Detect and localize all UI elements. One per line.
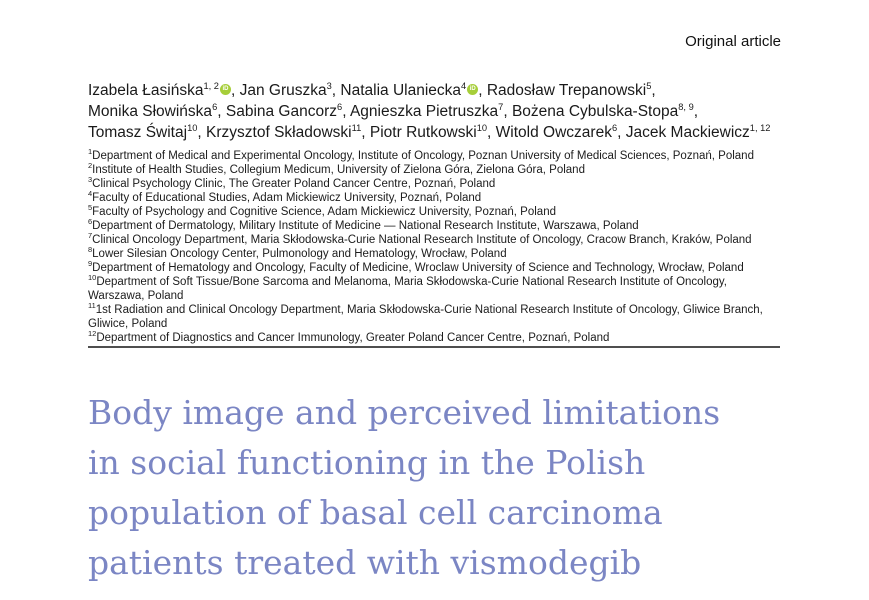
affiliation-line: $^{11}$1st Radiation and Clinical Oncology Department, Maria Skłodowska-Curie National Research Institute of Oncology, Gliwice Branch, Gliwice, Poland bbox=[88, 301, 763, 330]
article-type-label: Original article bbox=[685, 33, 781, 50]
affiliation-line: $^4$Faculty of Educational Studies, Adam Mickiewicz University, Poznań, Poland bbox=[88, 189, 482, 204]
article-title bbox=[88, 388, 828, 588]
author-name: Jan Gruszka bbox=[239, 82, 327, 99]
article-title-line: Body image and perceived limitations bbox=[88, 393, 721, 432]
author-affiliation-superscript: 3 bbox=[326, 80, 332, 91]
author-name: Jacek Mackiewicz bbox=[625, 124, 750, 141]
orcid-icon[interactable]: iD bbox=[467, 84, 478, 95]
affiliation-line: $^3$Clinical Psychology Clinic, The Greater Poland Cancer Centre, Poznań, Poland bbox=[88, 175, 496, 190]
affiliation-number: 10 bbox=[88, 273, 97, 283]
affiliation-line: $^2$Institute of Health Studies, Collegium Medicum, University of Zielona Góra, Zielona Góra, Poland bbox=[88, 161, 585, 176]
affiliation-number: 8 bbox=[88, 245, 93, 255]
affiliation-line: $^9$Department of Hematology and Oncology, Faculty of Medicine, Wroclaw University of Science and Technology, Wrocław, Poland bbox=[88, 259, 744, 274]
affiliation-number: 6 bbox=[88, 217, 93, 227]
affiliation-line: $^8$Lower Silesian Oncology Center, Pulmonology and Hematology, Wrocław, Poland bbox=[88, 245, 507, 260]
author-name: Bożena Cybulska-Stopa bbox=[511, 103, 679, 120]
author-name: Natalia Ulaniecka bbox=[340, 82, 462, 99]
affiliation-number: 3 bbox=[88, 175, 93, 185]
author-affiliation-superscript: 6 bbox=[337, 101, 343, 112]
author-affiliation-superscript: 10 bbox=[187, 122, 198, 133]
affiliation-line: $^1$Department of Medical and Experimental Oncology, Institute of Oncology, Poznan University of Medical Sciences, Poznań, Poland bbox=[88, 147, 754, 162]
affiliation-number: 11 bbox=[88, 301, 96, 311]
affiliation-number: 9 bbox=[88, 259, 93, 269]
author-affiliation-superscript: 1, 12 bbox=[749, 122, 771, 133]
affiliation-line: $^5$Faculty of Psychology and Cognitive Science, Adam Mickiewicz University, Poznań, Poland bbox=[88, 203, 556, 218]
affiliation-list bbox=[88, 149, 785, 345]
author-list: Izabela Łasińska$^{1, 2}$ iD , Jan Gruszka$^3$, Natalia Ulaniecka$^4$ iD , Radosław Trepanowski$^5$, Monika Słowińska$^6$, Sabina Gancorz$^6$, Agnieszka Pietruszka$^7$, Bożena Cybulska-Stopa$^{8, 9}$, Tomasz Świtaj$^{10}$, Krzysztof Składowski$^{11}$, Piotr Rutkowski$^{10}$, Witold Owczarek$^6$, Jacek Mackiewicz$^{1, 12}$ bbox=[88, 80, 771, 141]
author-name: Krzysztof Składowski bbox=[206, 124, 352, 141]
article-title-line: patients treated with vismodegib bbox=[88, 543, 642, 582]
affiliation-number: 12 bbox=[88, 329, 97, 339]
orcid-icon[interactable]: iD bbox=[220, 84, 231, 95]
author-affiliation-superscript: 5 bbox=[646, 80, 652, 91]
affiliation-line: $^{10}$Department of Soft Tissue/Bone Sarcoma and Melanoma, Maria Skłodowska-Curie National Research Institute of Oncology, Warszawa, Poland bbox=[88, 273, 727, 302]
author-name: Sabina Gancorz bbox=[225, 103, 338, 120]
section-divider bbox=[88, 346, 780, 348]
affiliation-number: 2 bbox=[88, 161, 93, 171]
author-name: Monika Słowińska bbox=[88, 103, 213, 120]
author-affiliation-superscript: 7 bbox=[498, 101, 504, 112]
affiliation-number: 4 bbox=[88, 189, 93, 199]
author-affiliation-superscript: 8, 9 bbox=[678, 101, 694, 112]
author-affiliation-superscript: 1, 2 bbox=[203, 80, 219, 91]
author-affiliation-superscript: 11 bbox=[351, 122, 362, 133]
affiliation-line: $^6$Department of Dermatology, Military Institute of Medicine — National Research Institute, Warszawa, Poland bbox=[88, 217, 639, 232]
author-name: Witold Owczarek bbox=[495, 124, 612, 141]
author-name: Izabela Łasińska bbox=[88, 82, 204, 99]
author-name: Tomasz Świtaj bbox=[88, 124, 188, 141]
affiliation-number: 7 bbox=[88, 231, 93, 241]
affiliation-number: 1 bbox=[88, 147, 93, 157]
affiliation-line: $^{12}$Department of Diagnostics and Cancer Immunology, Greater Poland Cancer Centre, Poznań, Poland bbox=[88, 329, 610, 344]
author-name: Piotr Rutkowski bbox=[369, 124, 477, 141]
author-affiliation-superscript: 6 bbox=[611, 122, 618, 133]
author-affiliation-superscript: 4 bbox=[461, 80, 467, 91]
article-title-line: in social functioning in the Polish bbox=[88, 443, 646, 482]
author-name: Radosław Trepanowski bbox=[486, 82, 647, 99]
author-name: Agnieszka Pietruszka bbox=[349, 103, 499, 120]
affiliation-line: $^7$Clinical Oncology Department, Maria Skłodowska-Curie National Research Institute of Oncology, Cracow Branch, Kraków, Poland bbox=[88, 231, 752, 246]
affiliation-number: 5 bbox=[88, 203, 93, 213]
article-title-line: population of basal cell carcinoma bbox=[88, 493, 663, 532]
author-affiliation-superscript: 10 bbox=[476, 122, 488, 133]
author-affiliation-superscript: 6 bbox=[212, 101, 218, 112]
